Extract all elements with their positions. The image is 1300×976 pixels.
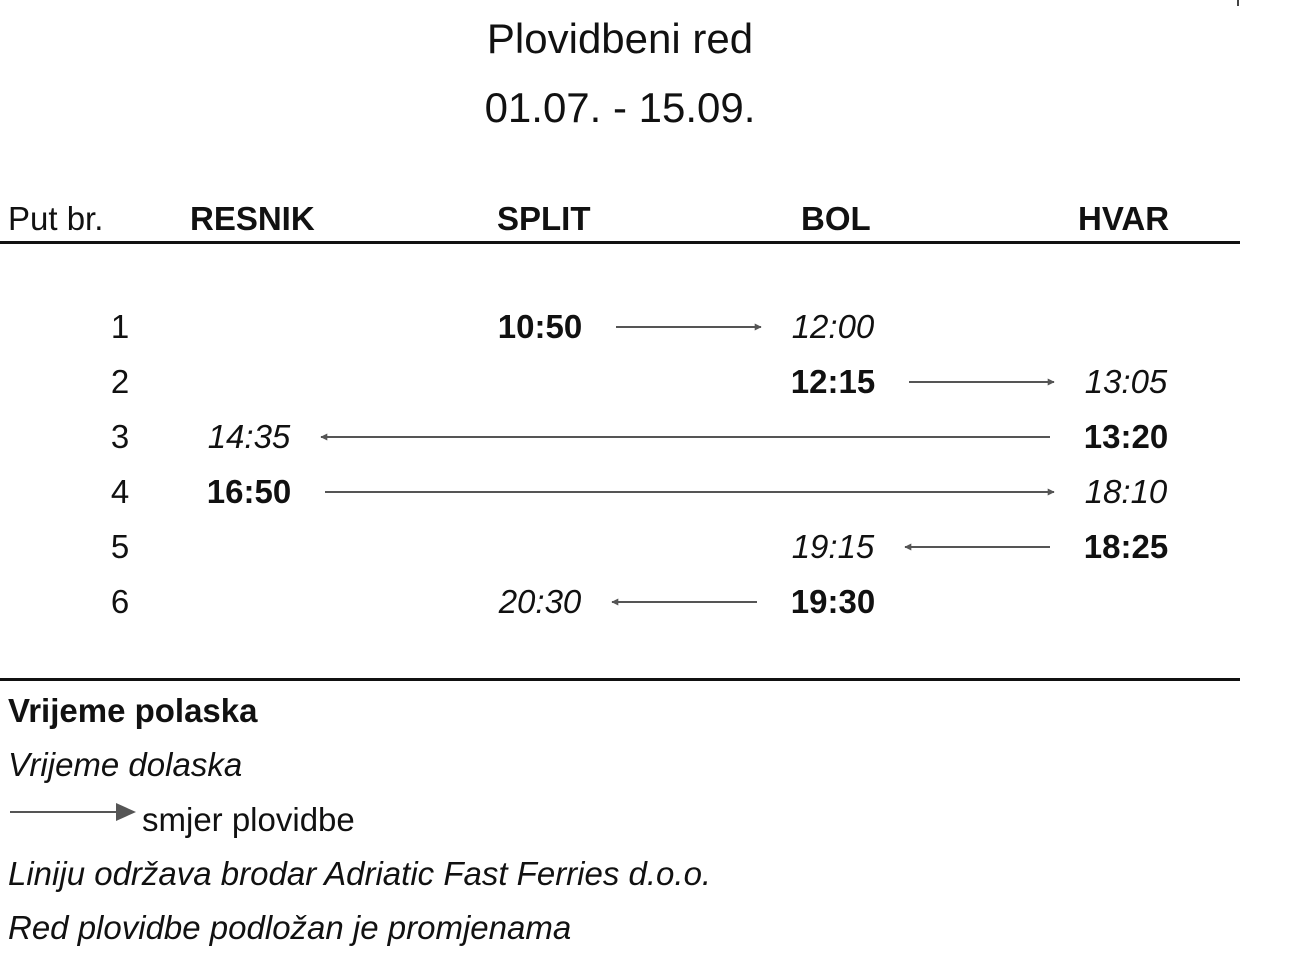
trip-number: 1 (110, 308, 130, 345)
trip-number: 2 (110, 363, 130, 400)
departure-time: 16:50 (206, 473, 292, 510)
legend-direction-label: smjer plovidbe (142, 801, 355, 838)
arrival-time: 12:00 (791, 308, 875, 345)
legend-note: Red plovidbe podložan je promjenama (8, 909, 572, 946)
port-header-resnik: RESNIK (190, 200, 315, 237)
legend-divider (0, 678, 1240, 681)
trip-number: 3 (110, 418, 130, 455)
legend-departure: Vrijeme polaska (8, 692, 258, 729)
trip-number: 6 (110, 583, 130, 620)
departure-time: 13:20 (1083, 418, 1169, 455)
legend-operator: Liniju održava brodar Adriatic Fast Ferries d.o.o. (8, 855, 712, 892)
port-header-hvar: HVAR (1078, 200, 1170, 237)
arrival-time: 19:15 (791, 528, 875, 565)
legend-arrival: Vrijeme dolaska (8, 746, 243, 783)
trip-number: 5 (110, 528, 130, 565)
departure-time: 12:15 (790, 363, 876, 400)
trip-number: 4 (110, 473, 130, 510)
arrival-time: 14:35 (207, 418, 291, 455)
departure-time: 19:30 (790, 583, 876, 620)
departure-time: 18:25 (1083, 528, 1169, 565)
arrival-time: 13:05 (1084, 363, 1168, 400)
port-header-bol: BOL (801, 200, 871, 237)
trip-number-header: Put br. (8, 200, 104, 237)
legend-arrow-icon (8, 800, 138, 824)
arrival-time: 20:30 (498, 583, 582, 620)
schedule-period: 01.07. - 15.09. (484, 84, 756, 131)
departure-time: 10:50 (497, 308, 583, 345)
page-title: Plovidbeni red (486, 15, 754, 62)
port-header-split: SPLIT (497, 200, 591, 237)
arrival-time: 18:10 (1084, 473, 1168, 510)
